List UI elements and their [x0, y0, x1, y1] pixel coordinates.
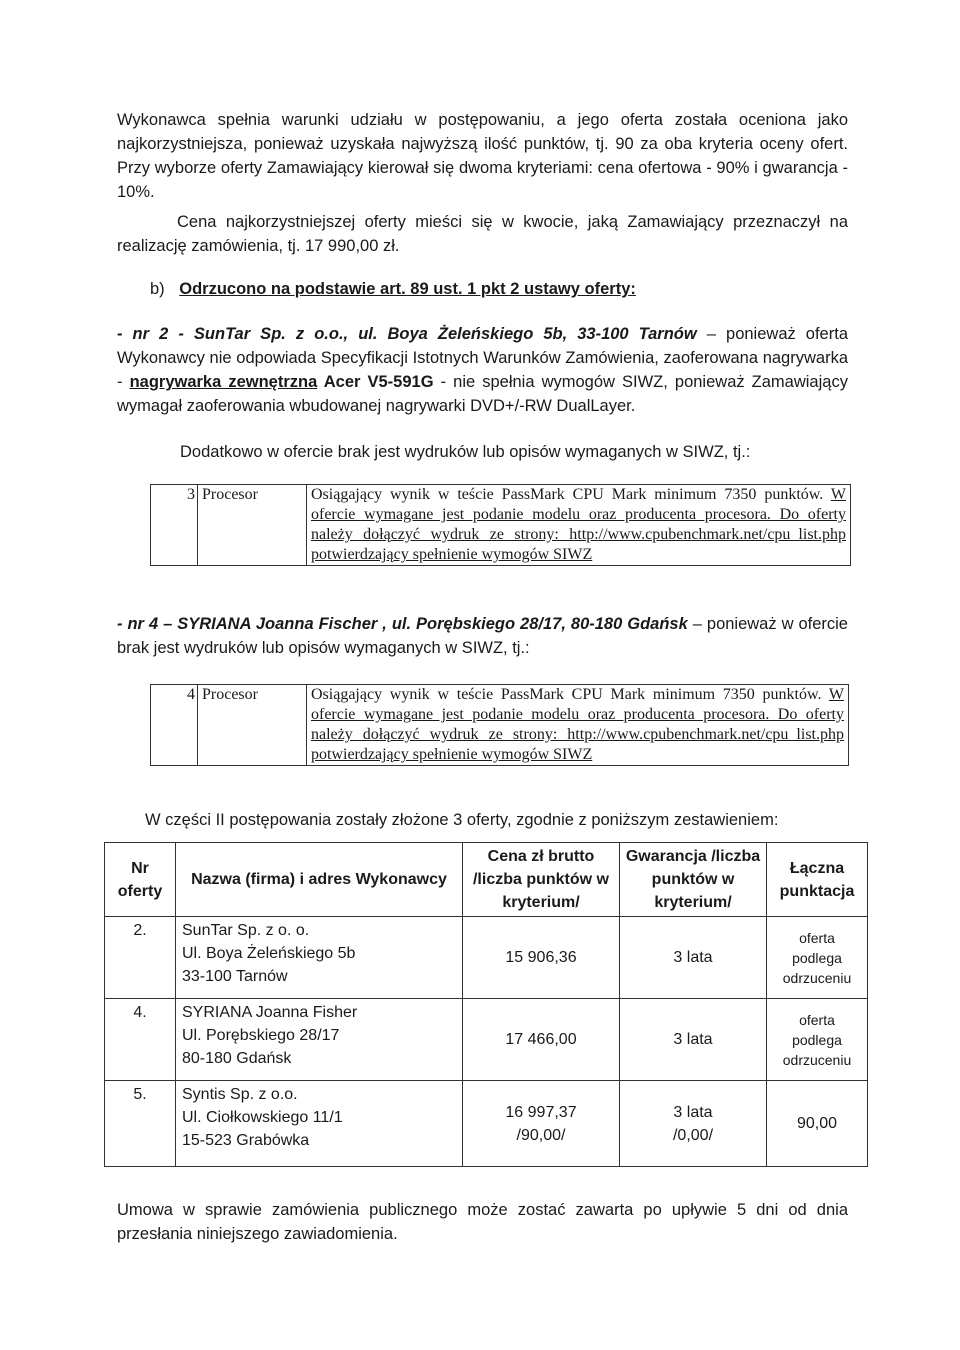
price-value: 16 997,37 [505, 1103, 577, 1121]
rejection-suntar [117, 322, 848, 418]
requirement-table-2 [150, 684, 849, 766]
header-total: Łączna punktacja [767, 843, 868, 917]
offers-table [104, 842, 868, 1167]
row-contractor [176, 1081, 463, 1167]
contractor-name: SYRIANA Joanna Fisher [182, 1004, 358, 1021]
warranty-value: 3 lata [673, 1103, 713, 1121]
contractor-city: 15-523 Grabówka [182, 1132, 310, 1149]
requirement-underlined: W ofercie wymagane jest podanie modelu oraz producenta procesora. Do oferty należy dołączyć wydruk ze strony: http://www.cpubenchmark.net/cpu_list.php potwierdzający spełnienie wymogów SIWZ [311, 686, 844, 763]
rejection-syriana-lead: - nr 4 – SYRIANA Joanna Fischer , ul. Porębskiego 28/17, 80-180 Gdańsk [117, 615, 688, 633]
row-contractor [176, 917, 463, 999]
requirement-text: Osiągający wynik w teście PassMark CPU Mark minimum 7350 punktów. [311, 686, 829, 703]
requirement-table-1 [150, 484, 851, 566]
contractor-street: Ul. Ciołkowskiego 11/1 [182, 1109, 343, 1126]
requirement-description [307, 485, 851, 566]
requirement-underlined: W ofercie wymagane jest podanie modelu oraz producenta procesora. Do oferty należy dołączyć wydruk ze strony: http://www.cpubenchmark.net/cpu_list.php potwierdzający spełnienie wymogów SIWZ [311, 486, 846, 563]
rejection-syriana-text: – ponieważ w ofercie brak jest wydruków lub opisów wymaganych w SIWZ, tj.: [117, 615, 848, 657]
contractor-street: Ul. Porębskiego 28/17 [182, 1027, 340, 1044]
offers-table-header [105, 843, 868, 917]
row-warranty [620, 917, 767, 999]
table-row [105, 917, 868, 999]
rejection-suntar-text2: - nie spełnia wymogów SIWZ, ponieważ Zamawiający wymagał zaoferowania wbudowanej nagrywarki DVD+/-RW DualLayer. [117, 373, 848, 415]
header-contractor: Nazwa (firma) i adres Wykonawcy [176, 843, 463, 917]
header-price: Cena zł brutto /liczba punktów w kryterium/ [463, 843, 620, 917]
section-b-heading [150, 277, 850, 301]
requirement-row [151, 485, 851, 566]
requirement-number: 3 [151, 485, 198, 566]
price-points: /90,00/ [516, 1126, 566, 1144]
row-warranty [620, 1081, 767, 1167]
rejection-suntar-underlined: nagrywarka zewnętrzna [129, 373, 318, 391]
rejection-suntar-lead: - nr 2 - SunTar Sp. z o.o., ul. Boya Żeleńskiego 5b, 33-100 Tarnów [117, 325, 697, 343]
header-warranty: Gwarancja /liczba punktów w kryterium/ [620, 843, 767, 917]
row-offer-number: 5. [105, 1081, 176, 1167]
row-total: 90,00 [767, 1081, 868, 1167]
paragraph-budget: Cena najkorzystniejszej oferty mieści się w kwocie, jaką Zamawiający przeznaczył na realizację zamówienia, tj. 17 990,00 zł. [117, 213, 848, 255]
contractor-name: SunTar Sp. z o. o. [182, 922, 310, 939]
row-total: oferta podlega odrzuceniu [767, 917, 868, 999]
contractor-name: Syntis Sp. z o.o. [182, 1086, 298, 1103]
additional-missing-note: Dodatkowo w ofercie brak jest wydruków lub opisów wymaganych w SIWZ, tj.: [180, 443, 751, 461]
contractor-city: 33-100 Tarnów [182, 968, 288, 985]
row-offer-number: 4. [105, 999, 176, 1081]
table-row [105, 999, 868, 1081]
warranty-value: 3 lata [673, 949, 713, 966]
requirement-name: Procesor [198, 485, 307, 566]
paragraph-winner: Wykonawca spełnia warunki udziału w postępowaniu, a jego oferta została oceniona jako najkorzystniejsza, ponieważ uzyskała najwyższą ilość punktów, tj. 90 za oba kryteria oceny ofert. Przy wyborze oferty Zamawiający kierował się dwoma kryteriami: cena ofertowa - 90% i gwarancja - 10%. [117, 111, 848, 201]
price-value: 17 466,00 [505, 1031, 577, 1048]
row-price [463, 917, 620, 999]
rejection-syriana [117, 612, 848, 660]
requirement-text: Osiągający wynik w teście PassMark CPU Mark minimum 7350 punktów. [311, 486, 831, 503]
warranty-points: /0,00/ [672, 1126, 714, 1144]
contractor-city: 80-180 Gdańsk [182, 1050, 292, 1067]
requirement-description [307, 685, 849, 766]
contractor-street: Ul. Boya Żeleńskiego 5b [182, 945, 356, 962]
row-offer-number: 2. [105, 917, 176, 999]
row-price [463, 999, 620, 1081]
rejection-suntar-text1: – ponieważ oferta Wykonawcy nie odpowiada Specyfikacji Istotnych Warunków Zamówienia, zaoferowana nagrywarka - [117, 325, 848, 391]
section-b-marker: b) [150, 280, 165, 298]
requirement-name: Procesor [198, 685, 307, 766]
part-two-intro: W części II postępowania zostały złożone 3 oferty, zgodnie z poniższym zestawieniem: [145, 811, 779, 829]
warranty-value: 3 lata [673, 1031, 713, 1048]
requirement-row [151, 685, 849, 766]
row-warranty [620, 999, 767, 1081]
row-contractor [176, 999, 463, 1081]
table-row [105, 1081, 868, 1167]
price-value: 15 906,36 [505, 949, 577, 966]
closing-note: Umowa w sprawie zamówienia publicznego może zostać zawarta po upływie 5 dni od dnia przesłania niniejszego zawiadomienia. [117, 1201, 848, 1243]
header-offer-number: Nr oferty [105, 843, 176, 917]
rejection-suntar-model: Acer V5-591G [317, 373, 434, 391]
section-b-title: Odrzucono na podstawie art. 89 ust. 1 pkt 2 ustawy oferty: [179, 280, 636, 298]
row-price [463, 1081, 620, 1167]
row-total: oferta podlega odrzuceniu [767, 999, 868, 1081]
requirement-number: 4 [151, 685, 198, 766]
